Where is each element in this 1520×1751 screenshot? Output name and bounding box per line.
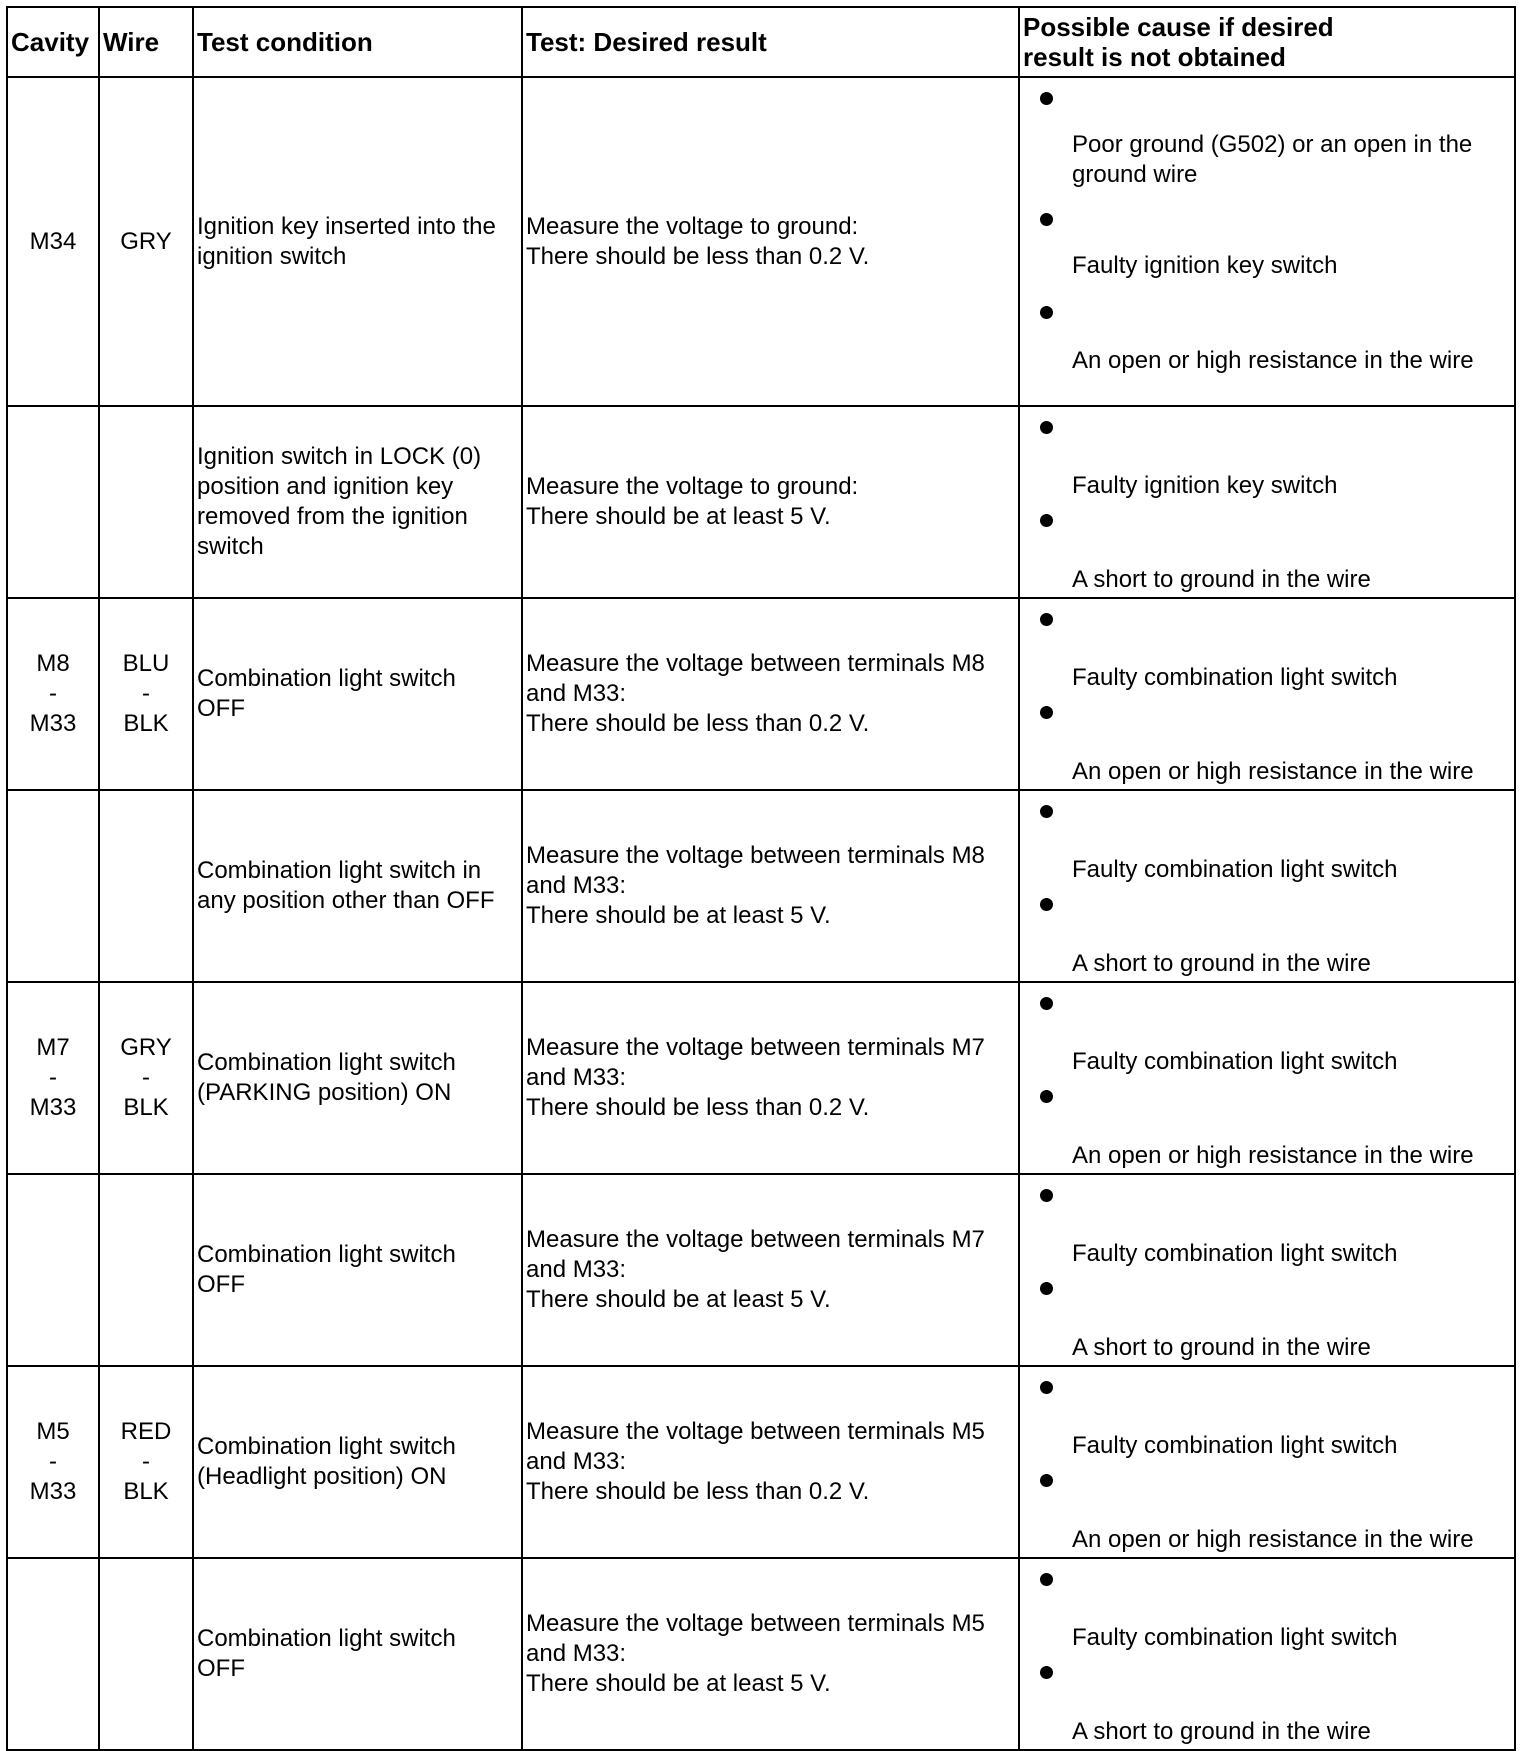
wire-line: - [142, 680, 150, 707]
possible-cause-item [1072, 949, 1504, 979]
desired-result-line: and M33: [526, 1256, 627, 1283]
possible-cause-line: Faulty ignition key switch [1072, 252, 1338, 279]
cavity-line: M33 [29, 1094, 77, 1121]
cavity-line: M33 [29, 710, 77, 737]
possible-cause-item [1072, 1333, 1504, 1363]
bullet-icon [1040, 706, 1053, 719]
possible-cause-item [1072, 251, 1504, 281]
bullet-icon [1040, 421, 1053, 434]
possible-cause-line: Faulty combination light switch [1072, 1624, 1398, 1651]
possible-cause-cell [1019, 1366, 1515, 1558]
possible-cause-line: An open or high resistance in the wire [1072, 347, 1474, 374]
header-desired-result: Test: Desired result [522, 7, 1019, 77]
test-condition-cell [193, 790, 522, 982]
possible-cause-item [1072, 1623, 1504, 1653]
wire-cell [99, 406, 193, 598]
desired-result-line: Measure the voltage between terminals M5 [526, 1418, 985, 1445]
possible-cause-line: Faulty ignition key switch [1072, 472, 1338, 499]
desired-result-cell [522, 598, 1019, 790]
desired-result-cell [522, 790, 1019, 982]
desired-result-cell [522, 982, 1019, 1174]
wire-cell [99, 1174, 193, 1366]
table-row [7, 790, 1515, 982]
header-wire: Wire [99, 7, 193, 77]
table-row [7, 406, 1515, 598]
possible-cause-cell [1019, 1558, 1515, 1750]
bullet-icon [1040, 898, 1053, 911]
desired-result-line: There should be less than 0.2 V. [526, 710, 870, 737]
test-condition-line: Combination light switch [197, 1625, 456, 1652]
table-row [7, 1174, 1515, 1366]
wire-line: - [142, 1064, 150, 1091]
cavity-line: M34 [29, 227, 77, 255]
cavity-cell [7, 790, 99, 982]
possible-cause-item [1072, 346, 1504, 376]
possible-cause-cell [1019, 1174, 1515, 1366]
possible-cause-line: An open or high resistance in the wire [1072, 1142, 1474, 1169]
possible-cause-line: Faulty combination light switch [1072, 664, 1398, 691]
test-condition-line: Combination light switch in [197, 857, 482, 884]
test-condition-line: Combination light switch [197, 1241, 456, 1268]
possible-cause-item [1072, 471, 1504, 501]
possible-cause-item [1072, 1525, 1504, 1555]
wire-line: RED [120, 1418, 172, 1445]
table-row [7, 1558, 1515, 1750]
desired-result-line: and M33: [526, 1448, 627, 1475]
table-row [7, 1366, 1515, 1558]
test-condition-cell [193, 406, 522, 598]
possible-cause-line: Faulty combination light switch [1072, 1240, 1398, 1267]
desired-result-cell [522, 1174, 1019, 1366]
test-condition-line: OFF [197, 1271, 245, 1298]
desired-result-line: Measure the voltage to ground: [526, 473, 859, 500]
desired-result-line: There should be less than 0.2 V. [526, 1094, 870, 1121]
table-row [7, 598, 1515, 790]
cavity-cell [7, 406, 99, 598]
bullet-icon [1040, 92, 1053, 105]
possible-cause-item [1072, 1141, 1504, 1171]
possible-cause-line: Poor ground (G502) or an open in the [1072, 131, 1473, 158]
cavity-line: M8 [36, 650, 70, 677]
possible-cause-line: An open or high resistance in the wire [1072, 758, 1474, 785]
test-condition-cell [193, 1174, 522, 1366]
wire-line: BLK [123, 1478, 169, 1505]
cavity-cell [7, 982, 99, 1174]
test-condition-line: (Headlight position) ON [197, 1463, 447, 1490]
test-condition-cell [193, 982, 522, 1174]
possible-cause-item [1072, 1717, 1504, 1747]
test-condition-line: Combination light switch [197, 1433, 456, 1460]
possible-cause-line: A short to ground in the wire [1072, 950, 1371, 977]
table-row [7, 77, 1515, 406]
wire-cell [99, 790, 193, 982]
desired-result-line: There should be at least 5 V. [526, 1670, 831, 1697]
bullet-icon [1040, 1381, 1053, 1394]
bullet-icon [1040, 805, 1053, 818]
header-cavity: Cavity [7, 7, 99, 77]
possible-cause-cell [1019, 790, 1515, 982]
bullet-icon [1040, 1189, 1053, 1202]
wire-cell [99, 77, 193, 406]
desired-result-line: Measure the voltage between terminals M7 [526, 1034, 985, 1061]
possible-cause-line: A short to ground in the wire [1072, 566, 1371, 593]
possible-cause-item [1072, 1047, 1504, 1077]
test-condition-line: OFF [197, 695, 245, 722]
header-test-condition: Test condition [193, 7, 522, 77]
bullet-icon [1040, 1573, 1053, 1586]
desired-result-cell [522, 77, 1019, 406]
possible-cause-item [1072, 1431, 1504, 1461]
cavity-cell [7, 1174, 99, 1366]
desired-result-line: There should be less than 0.2 V. [526, 1478, 870, 1505]
cavity-line: M7 [36, 1034, 70, 1061]
wire-cell [99, 1558, 193, 1750]
possible-cause-cell [1019, 77, 1515, 406]
cavity-line: - [49, 1448, 57, 1475]
desired-result-line: There should be at least 5 V. [526, 1286, 831, 1313]
wire-line: GRY [120, 227, 172, 255]
desired-result-line: There should be less than 0.2 V. [526, 242, 870, 270]
desired-result-line: There should be at least 5 V. [526, 503, 831, 530]
cavity-cell [7, 1366, 99, 1558]
possible-cause-cell [1019, 406, 1515, 598]
diagnostic-document [6, 6, 1514, 1744]
bullet-icon [1040, 613, 1053, 626]
desired-result-line: Measure the voltage between terminals M5 [526, 1610, 985, 1637]
test-condition-cell [193, 1558, 522, 1750]
test-condition-line: (PARKING position) ON [197, 1079, 452, 1106]
possible-cause-line: An open or high resistance in the wire [1072, 1526, 1474, 1553]
desired-result-line: and M33: [526, 1064, 627, 1091]
desired-result-line: Measure the voltage to ground: [526, 212, 859, 240]
wire-cell [99, 982, 193, 1174]
possible-cause-line: Faulty combination light switch [1072, 856, 1398, 883]
test-condition-line: ignition switch [197, 242, 347, 270]
wire-line: BLK [123, 1094, 169, 1121]
desired-result-line: Measure the voltage between terminals M7 [526, 1226, 985, 1253]
test-condition-cell [193, 1366, 522, 1558]
bullet-icon [1040, 1666, 1053, 1679]
bullet-icon [1040, 997, 1053, 1010]
possible-cause-line: ground wire [1072, 161, 1198, 188]
desired-result-cell [522, 1558, 1019, 1750]
bullet-icon [1040, 213, 1053, 226]
cavity-cell [7, 598, 99, 790]
bullet-icon [1040, 514, 1053, 527]
bullet-icon [1040, 306, 1053, 319]
possible-cause-item [1072, 565, 1504, 595]
test-condition-line: Ignition key inserted into the [197, 212, 496, 240]
desired-result-line: There should be at least 5 V. [526, 902, 831, 929]
test-condition-line: Combination light switch [197, 665, 456, 692]
test-condition-line: position and ignition key [197, 473, 454, 500]
possible-cause-cell [1019, 598, 1515, 790]
diagnostic-table [6, 6, 1516, 1751]
wire-line: BLK [123, 710, 169, 737]
possible-cause-cell [1019, 982, 1515, 1174]
test-condition-line: switch [197, 533, 264, 560]
possible-cause-item [1072, 1239, 1504, 1269]
cavity-line: - [49, 1064, 57, 1091]
cavity-line: - [49, 680, 57, 707]
header-possible-cause-line2: result is not obtained [1023, 42, 1286, 72]
possible-cause-line: A short to ground in the wire [1072, 1718, 1371, 1745]
desired-result-line: and M33: [526, 872, 627, 899]
wire-cell [99, 1366, 193, 1558]
test-condition-line: removed from the ignition [197, 503, 468, 530]
desired-result-line: Measure the voltage between terminals M8 [526, 650, 985, 677]
possible-cause-item [1072, 757, 1504, 787]
desired-result-cell [522, 1366, 1019, 1558]
wire-line: GRY [120, 1034, 172, 1061]
possible-cause-item [1072, 855, 1504, 885]
test-condition-cell [193, 77, 522, 406]
bullet-icon [1040, 1090, 1053, 1103]
test-condition-line: any position other than OFF [197, 887, 495, 914]
table-row [7, 982, 1515, 1174]
cavity-cell [7, 77, 99, 406]
bullet-icon [1040, 1282, 1053, 1295]
wire-line: BLU [122, 650, 170, 677]
test-condition-line: Ignition switch in LOCK (0) [197, 443, 482, 470]
test-condition-line: Combination light switch [197, 1049, 456, 1076]
cavity-line: M33 [29, 1478, 77, 1505]
wire-cell [99, 598, 193, 790]
header-possible-cause [1019, 7, 1515, 77]
test-condition-cell [193, 598, 522, 790]
desired-result-cell [522, 406, 1019, 598]
possible-cause-line: Faulty combination light switch [1072, 1432, 1398, 1459]
possible-cause-line: Faulty combination light switch [1072, 1048, 1398, 1075]
possible-cause-item [1072, 663, 1504, 693]
cavity-cell [7, 1558, 99, 1750]
desired-result-line: and M33: [526, 680, 627, 707]
bullet-icon [1040, 1474, 1053, 1487]
desired-result-line: Measure the voltage between terminals M8 [526, 842, 985, 869]
wire-line: - [142, 1448, 150, 1475]
desired-result-line: and M33: [526, 1640, 627, 1667]
header-possible-cause-line1: Possible cause if desired [1023, 12, 1334, 42]
table-header-row [7, 7, 1515, 77]
test-condition-line: OFF [197, 1655, 245, 1682]
possible-cause-item [1072, 130, 1504, 190]
possible-cause-line: A short to ground in the wire [1072, 1334, 1371, 1361]
cavity-line: M5 [36, 1418, 70, 1445]
